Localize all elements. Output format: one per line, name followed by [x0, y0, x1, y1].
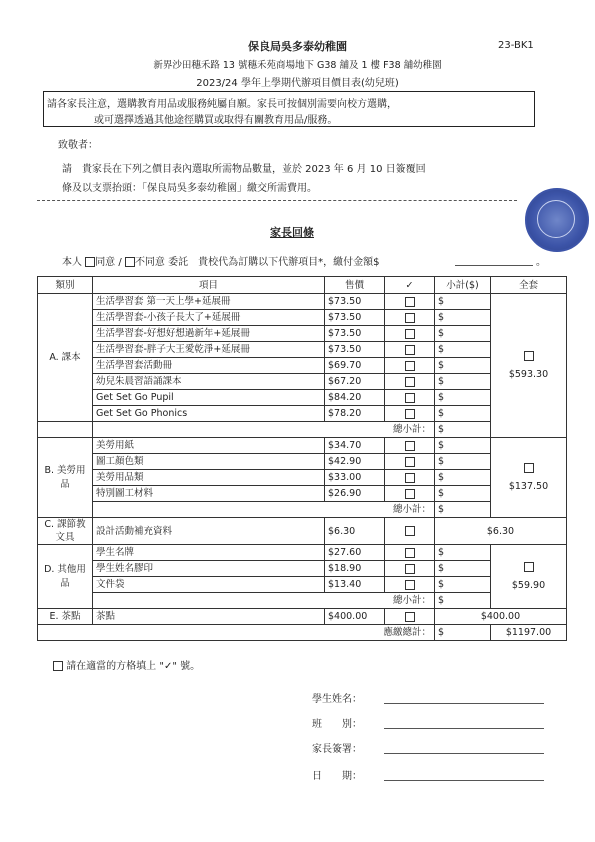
- item-checkbox[interactable]: [405, 345, 415, 355]
- item-checkbox[interactable]: [405, 361, 415, 371]
- item-name: 學生名牌: [93, 545, 325, 561]
- category-c: C. 課節教文具: [38, 518, 93, 545]
- item-checkbox[interactable]: [405, 297, 415, 307]
- item-checkbox[interactable]: [405, 313, 415, 323]
- full-set-d: [491, 545, 567, 609]
- item-checkbox[interactable]: [405, 473, 415, 483]
- item-price: $27.60: [325, 545, 385, 561]
- item-subtotal[interactable]: $: [435, 326, 491, 342]
- form-code: 23-BK1: [498, 40, 534, 51]
- subtotal-row: [38, 502, 567, 518]
- full-set-checkbox[interactable]: [524, 351, 534, 361]
- agree-label: 同意: [95, 257, 116, 268]
- table-row: [38, 294, 567, 310]
- table-row: [38, 561, 567, 577]
- category-e: E. 茶點: [38, 609, 93, 625]
- item-price: $73.50: [325, 342, 385, 358]
- table-row: [38, 406, 567, 422]
- subtotal-label: 總小計：: [93, 502, 435, 518]
- table-row: [38, 358, 567, 374]
- full-set-checkbox[interactable]: [524, 463, 534, 473]
- tick-note: [53, 657, 200, 672]
- item-checkbox[interactable]: [405, 526, 415, 536]
- parent-signature-label: 家長簽署：: [312, 744, 362, 755]
- item-name: 生活學習套-好想好想過新年+延展冊: [93, 326, 325, 342]
- notice-line-1: 請各家長注意，選購教育用品或服務純屬自願。家長可按個別需要向校方選購，: [47, 99, 397, 110]
- full-set-price: $137.50: [508, 480, 549, 492]
- full-set-a: [491, 294, 567, 438]
- grand-total-row: [38, 625, 567, 641]
- table-row: [38, 374, 567, 390]
- item-subtotal[interactable]: $: [435, 561, 491, 577]
- full-set-price: $593.30: [508, 368, 549, 380]
- subtotal-label: 總小計：: [93, 422, 435, 438]
- item-checkbox[interactable]: [405, 377, 415, 387]
- item-subtotal[interactable]: $: [435, 486, 491, 502]
- table-row: [38, 454, 567, 470]
- header-price: 售價: [325, 277, 385, 294]
- item-subtotal[interactable]: $: [435, 310, 491, 326]
- item-price: $84.20: [325, 390, 385, 406]
- school-seal-stamp: [525, 188, 589, 252]
- item-subtotal[interactable]: $: [435, 545, 491, 561]
- item-name: 生活學習套 第一天上學+延展冊: [93, 294, 325, 310]
- table-row: [38, 577, 567, 593]
- disagree-checkbox[interactable]: [125, 257, 135, 267]
- header-item: 項目: [93, 277, 325, 294]
- notice-box: [43, 91, 535, 127]
- full-set-checkbox[interactable]: [524, 562, 534, 572]
- table-row: [38, 470, 567, 486]
- header-tick: ✓: [385, 277, 435, 294]
- consent-end: 。: [536, 257, 546, 268]
- item-price: $73.50: [325, 310, 385, 326]
- item-price: $34.70: [325, 438, 385, 454]
- item-checkbox[interactable]: [405, 329, 415, 339]
- item-subtotal[interactable]: $: [435, 438, 491, 454]
- item-name: 生活學習套-小孩子長大了+延展冊: [93, 310, 325, 326]
- grand-total-value: $1197.00: [491, 625, 567, 641]
- item-checkbox[interactable]: [405, 489, 415, 499]
- item-name: 文件袋: [93, 577, 325, 593]
- item-name: Get Set Go Phonics: [93, 406, 325, 422]
- page-title: 2023/24 學年上學期代辦項目價目表(幼兒班): [196, 78, 399, 89]
- example-checkbox: [53, 661, 63, 671]
- item-subtotal[interactable]: $: [435, 454, 491, 470]
- student-name-label: 學生姓名：: [312, 694, 362, 705]
- date-label: 日 期：: [312, 771, 362, 782]
- class-label: 班 別：: [312, 719, 362, 730]
- full-set-price: $400.00: [435, 609, 567, 625]
- item-checkbox[interactable]: [405, 564, 415, 574]
- item-price: $78.20: [325, 406, 385, 422]
- item-checkbox[interactable]: [405, 393, 415, 403]
- subtotal-value[interactable]: $: [435, 422, 491, 438]
- tick-note-text: 請在適當的方格填上 "✓" 號。: [66, 661, 201, 672]
- item-subtotal[interactable]: $: [435, 342, 491, 358]
- school-address: 新界沙田穗禾路 13 號穗禾苑商場地下 G38 舖及 1 樓 F38 舖幼稚園: [153, 60, 442, 71]
- item-subtotal[interactable]: $: [435, 406, 491, 422]
- full-set-price: $59.90: [511, 579, 546, 591]
- item-name: 茶點: [93, 609, 325, 625]
- item-name: 學生姓名膠印: [93, 561, 325, 577]
- table-header-row: [38, 277, 567, 294]
- item-price: $18.90: [325, 561, 385, 577]
- item-subtotal[interactable]: $: [435, 390, 491, 406]
- notice-line-2: 或可選擇透過其他途徑購買或取得有關教育用品/服務。: [94, 115, 338, 126]
- class-field[interactable]: [384, 728, 544, 729]
- item-price: $69.70: [325, 358, 385, 374]
- table-row: [38, 545, 567, 561]
- header-full-set: 全套: [491, 277, 567, 294]
- category-d: D. 其他用品: [38, 545, 93, 609]
- item-name: 設計活動補充資料: [93, 518, 325, 545]
- full-set-b: [491, 438, 567, 518]
- item-name: 美勞用紙: [93, 438, 325, 454]
- consent-suffix: 委託 貴校代為訂購以下代辦項目*，繳付金額$: [168, 257, 380, 268]
- item-name: 特別圖工材料: [93, 486, 325, 502]
- table-row: [38, 438, 567, 454]
- item-price: $26.90: [325, 486, 385, 502]
- item-name: 生活學習套-胖子大王愛乾淨+延展冊: [93, 342, 325, 358]
- item-price: $42.90: [325, 454, 385, 470]
- date-field[interactable]: [384, 780, 544, 781]
- table-row: [38, 518, 567, 545]
- letter-body-2: 條及以支票抬頭：「保良局吳多泰幼稚園」繳交所需費用。: [62, 183, 317, 194]
- school-name: 保良局吳多泰幼稚園: [248, 40, 347, 53]
- item-checkbox[interactable]: [405, 580, 415, 590]
- subtotal-label: 總小計：: [93, 593, 435, 609]
- student-name-field[interactable]: [384, 703, 544, 704]
- item-price: $73.50: [325, 294, 385, 310]
- item-name: 圖工顏色類: [93, 454, 325, 470]
- table-row: [38, 609, 567, 625]
- table-row: [38, 342, 567, 358]
- amount-input[interactable]: [455, 265, 533, 266]
- header-subtotal: 小計($): [435, 277, 491, 294]
- item-checkbox[interactable]: [405, 548, 415, 558]
- item-subtotal[interactable]: $: [435, 577, 491, 593]
- category-a: A. 課本: [38, 294, 93, 422]
- disagree-label: 不同意: [134, 257, 165, 268]
- item-checkbox[interactable]: [405, 409, 415, 419]
- item-checkbox[interactable]: [405, 457, 415, 467]
- item-checkbox[interactable]: [405, 441, 415, 451]
- item-name: 美勞用品類: [93, 470, 325, 486]
- cut-line: [37, 200, 517, 201]
- parent-signature-field[interactable]: [384, 753, 544, 754]
- item-subtotal[interactable]: $: [435, 374, 491, 390]
- consent-prefix: 本人: [62, 257, 82, 268]
- consent-separator: /: [118, 257, 122, 268]
- subtotal-value[interactable]: $: [435, 502, 491, 518]
- item-price: $13.40: [325, 577, 385, 593]
- item-subtotal[interactable]: $: [435, 294, 491, 310]
- category-b: B. 美勞用品: [38, 438, 93, 518]
- table-row: [38, 326, 567, 342]
- item-price: $73.50: [325, 326, 385, 342]
- grand-total-label: 應繳總計：: [38, 625, 435, 641]
- item-name: 生活學習套活動冊: [93, 358, 325, 374]
- item-checkbox[interactable]: [405, 612, 415, 622]
- item-price: $400.00: [325, 609, 385, 625]
- header-category: 類別: [38, 277, 93, 294]
- subtotal-row: [38, 593, 567, 609]
- full-set-price: $6.30: [435, 518, 567, 545]
- letter-body-1: 請 貴家長在下列之價目表內選取所需物品數量，並於 2023 年 6 月 10 日簽覆回: [62, 164, 426, 175]
- table-row: [38, 390, 567, 406]
- consent-line: [62, 253, 380, 268]
- item-price: $6.30: [325, 518, 385, 545]
- item-subtotal[interactable]: $: [435, 470, 491, 486]
- item-price: $33.00: [325, 470, 385, 486]
- subtotal-value[interactable]: $: [435, 593, 491, 609]
- item-subtotal[interactable]: $: [435, 358, 491, 374]
- table-row: [38, 310, 567, 326]
- reply-title: 家長回條: [270, 226, 314, 239]
- table-row: [38, 486, 567, 502]
- price-table: [37, 276, 567, 641]
- subtotal-row: [38, 422, 567, 438]
- item-name: 幼兒朱晨習語誦課本: [93, 374, 325, 390]
- grand-total-dollar: $: [435, 625, 491, 641]
- item-name: Get Set Go Pupil: [93, 390, 325, 406]
- agree-checkbox[interactable]: [85, 257, 95, 267]
- item-price: $67.20: [325, 374, 385, 390]
- salutation: 致敬者：: [58, 140, 98, 151]
